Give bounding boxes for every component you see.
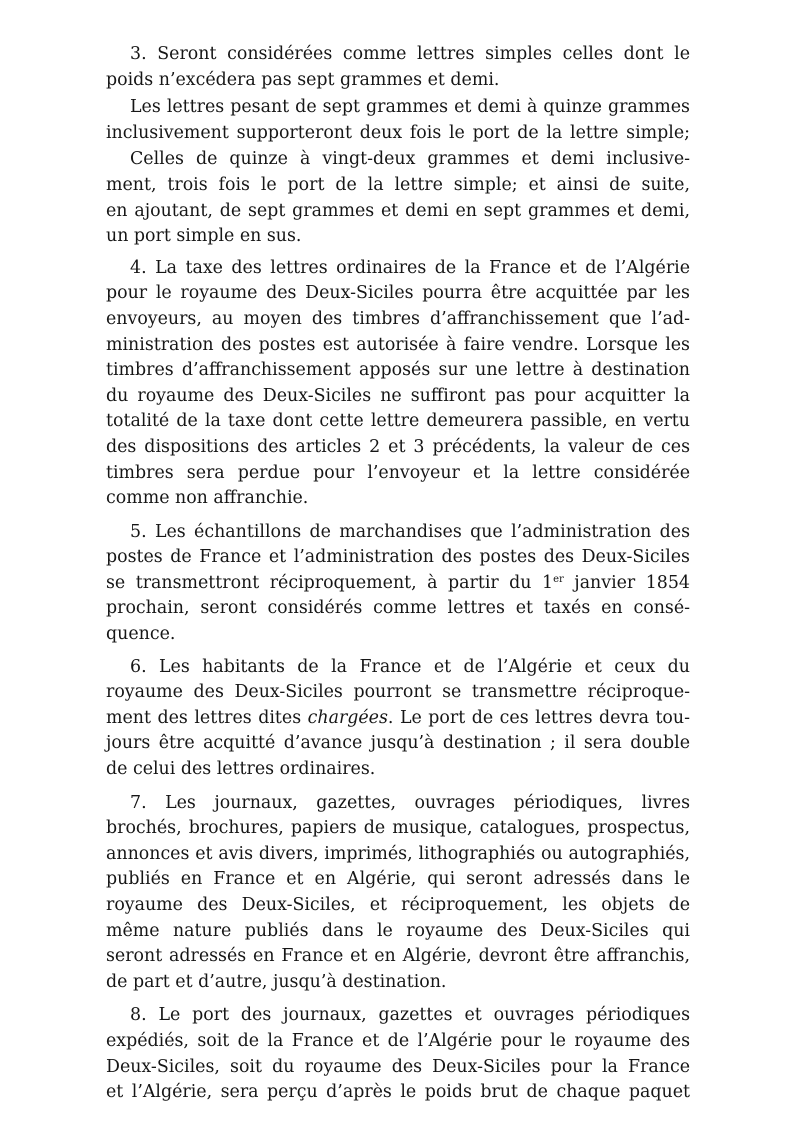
text-line: quence. [106, 624, 176, 645]
text-line: timbres d’affranchissement apposés sur une lettre à destination [106, 360, 690, 381]
text-line: royaume des Deux-Siciles, et réciproquement, les objets de [106, 895, 690, 915]
text-line: inclusivement supporteront deux fois le port de la lettre simple; [106, 122, 690, 143]
text-line: 8. Le port des journaux, gazettes et ouvrages périodiques [130, 1005, 690, 1026]
text-line: ministration des postes est autorisée à faire vendre. Lorsque les [106, 334, 690, 355]
text-line: Les lettres pesant de sept grammes et demi à quinze grammes [130, 97, 690, 118]
text-segment: ment des lettres dites [106, 707, 302, 728]
text-segment: . Le port de ces lettres devra tou- [387, 707, 690, 728]
paragraph-article-6 [106, 655, 690, 783]
text-line: 5. Les échantillons de marchandises que l’administration des [130, 521, 690, 542]
ordinal-number: 1 [542, 572, 554, 593]
text-line: et l’Algérie, sera perçu d’après le poids brut de chaque paquet [106, 1082, 690, 1103]
text-line: timbres sera perdue pour l’envoyeur et la lettre considérée [106, 462, 690, 483]
paragraph-article-3 [106, 42, 690, 93]
text-line: pour le royaume des Deux-Siciles pourra être acquittée par les [106, 283, 690, 304]
text-line: Deux-Siciles, soit du royaume des Deux-Siciles pour la France [106, 1056, 690, 1077]
text-line: publiés en France et en Algérie, qui seront adressés dans le [106, 869, 690, 890]
text-line-composite [106, 571, 690, 597]
text-line: expédiés, soit de la France et de l’Algérie pour le royaume des [106, 1030, 690, 1051]
paragraph-article-4 [106, 256, 690, 512]
text-line: en ajoutant, de sept grammes et demi en sept grammes et demi, [106, 200, 690, 221]
paragraph-article-8 [106, 1003, 690, 1105]
text-segment: janvier 1854 [574, 572, 690, 593]
text-line: postes de France et l’administration des postes des Deux-Siciles [106, 547, 690, 568]
text-line: jours être acquitté d’avance jusqu’à destination ; il sera double [106, 733, 690, 754]
text-line: annonces et avis divers, imprimés, lithographiés ou autographiés, [106, 843, 690, 864]
text-line: prochain, seront considérés comme lettres et taxés en consé- [106, 598, 690, 619]
ordinal-suffix: er [553, 573, 564, 585]
text-line: royaume des Deux-Siciles pourront se transmettre réciproque- [106, 682, 690, 703]
italic-term: chargées [307, 707, 388, 728]
text-line: seront adressés en France et en Algérie, devront être affranchis, [106, 946, 690, 967]
text-line: même nature publiés dans le royaume des Deux-Siciles qui [106, 920, 690, 941]
text-line: comme non affranchie. [106, 488, 309, 509]
text-line: du royaume des Deux-Siciles ne suffiront pas pour acquitter la [106, 385, 690, 406]
document-page [106, 42, 690, 1111]
text-line: de celui des lettres ordinaires. [106, 759, 376, 780]
text-line: envoyeurs, au moyen des timbres d’affranchissement que l’ad- [106, 308, 690, 329]
text-line: des dispositions des articles 2 et 3 précédents, la valeur de ces [106, 436, 690, 457]
paragraph-article-5 [106, 520, 690, 648]
paragraph-article-3-c [106, 147, 690, 249]
paragraph-article-3-b [106, 95, 690, 146]
text-line: brochés, brochures, papiers de musique, catalogues, prospectus, [106, 818, 690, 839]
text-line: ment, trois fois le port de la lettre simple; et ainsi de suite, [106, 174, 690, 195]
text-line: 7. Les journaux, gazettes, ouvrages périodiques, livres [130, 792, 690, 813]
text-line: Celles de quinze à vingt-deux grammes et demi inclusive- [130, 149, 690, 170]
text-line: 4. La taxe des lettres ordinaires de la France et de l’Algérie [130, 257, 690, 278]
text-line-composite [106, 706, 690, 732]
text-segment: se transmettront réciproquement, à partir du [106, 572, 532, 593]
text-line: un port simple en sus. [106, 226, 302, 247]
text-line: de part et d’autre, jusqu’à destination. [106, 971, 447, 992]
text-line: totalité de la taxe dont cette lettre demeurera passible, en vertu [106, 411, 690, 432]
paragraph-article-7 [106, 791, 690, 996]
text-line: 3. Seront considérées comme lettres simples celles dont le [130, 44, 690, 64]
text-line: 6. Les habitants de la France et de l’Algérie et ceux du [130, 656, 690, 677]
text-line: poids n’excédera pas sept grammes et demi. [106, 69, 500, 90]
